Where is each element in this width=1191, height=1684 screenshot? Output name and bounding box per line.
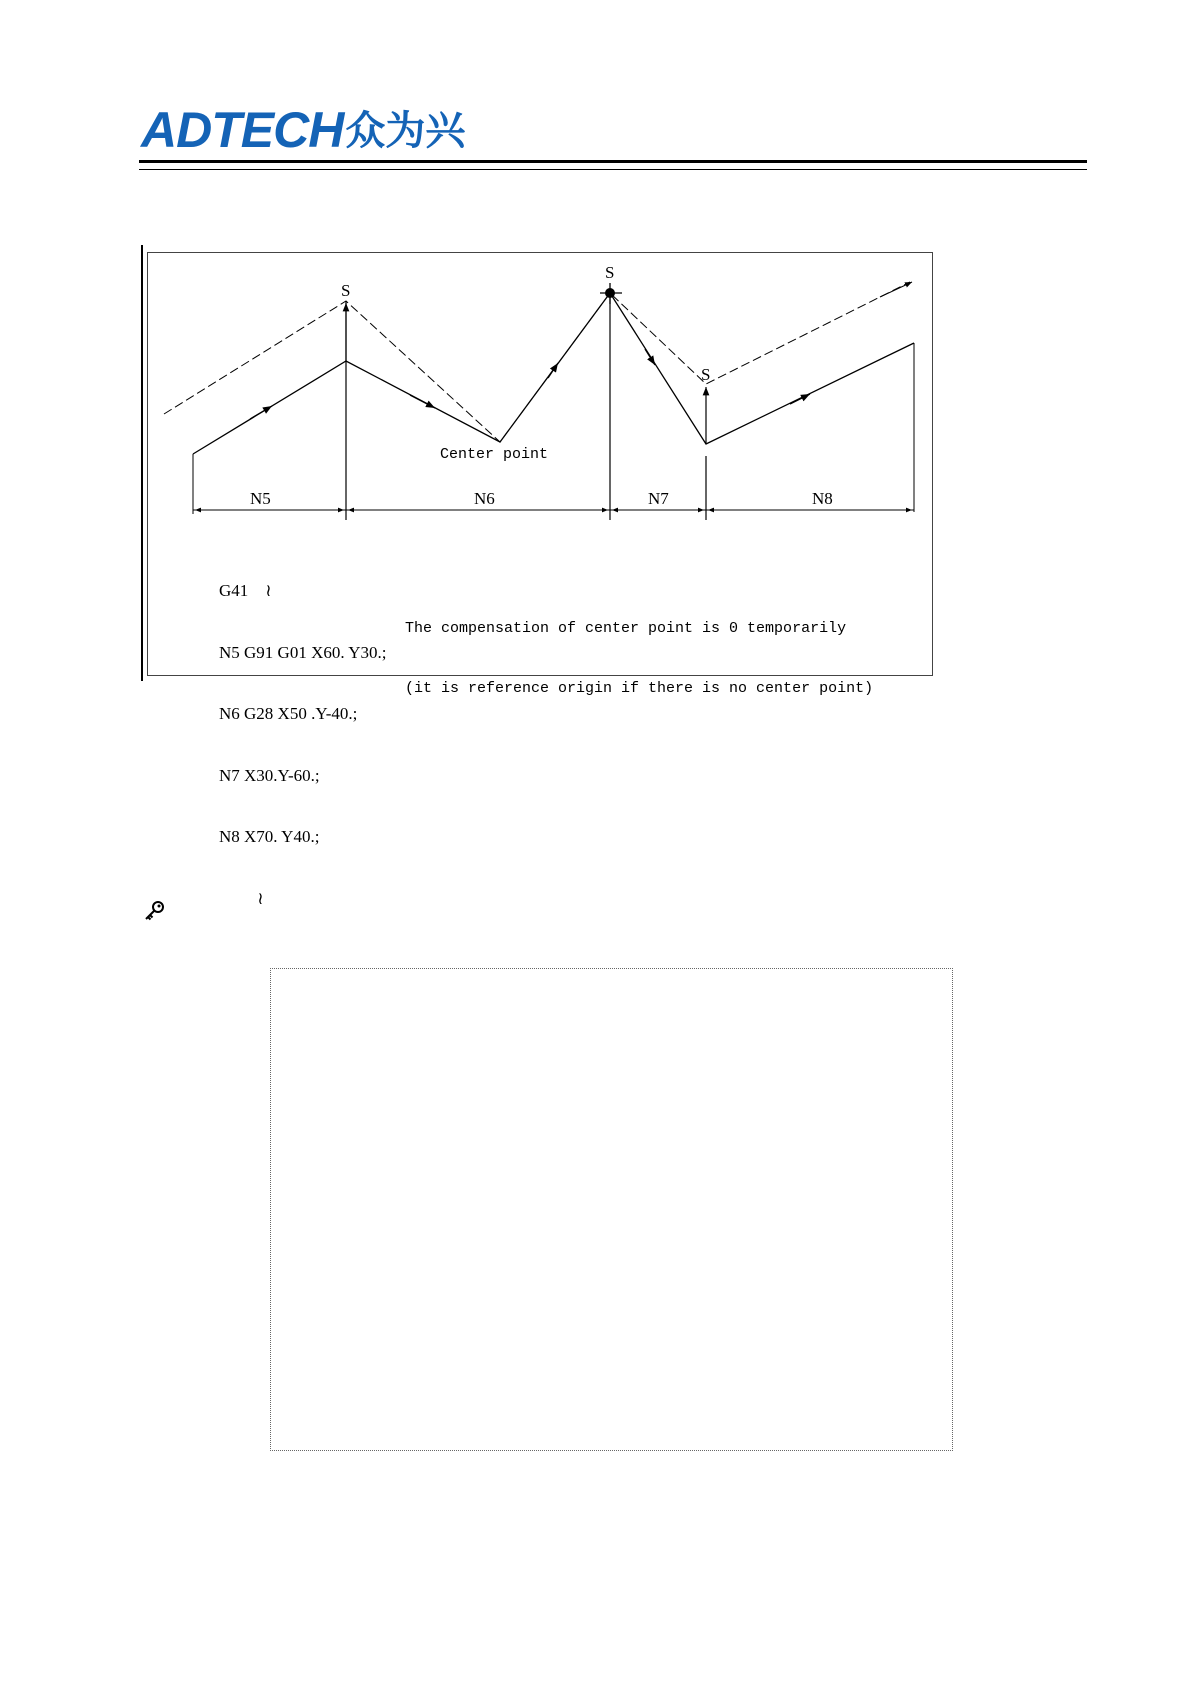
path-arrow-n8	[790, 394, 810, 404]
gcode-line: N6 G28 X50 .Y-40.;	[219, 704, 358, 723]
compensation-note	[405, 579, 873, 719]
gcode-line: N8 X70. Y40.;	[219, 827, 320, 846]
gcode-line: N5 G91 G01 X60. Y30.;	[219, 642, 387, 662]
header-rule-thick	[139, 160, 1087, 163]
logo-latin: ADTECH	[141, 102, 344, 158]
label-s-3: S	[701, 365, 711, 384]
label-s-1: S	[341, 281, 351, 300]
empty-dotted-frame	[270, 968, 953, 1451]
path-arrow-n6	[410, 395, 435, 408]
key-icon	[143, 899, 167, 923]
logo-chinese: 众为兴	[345, 109, 466, 153]
segment-label-n6: N6	[474, 489, 495, 508]
header-rule-thin	[139, 169, 1087, 170]
gcode-listing	[219, 540, 386, 930]
programmed-path	[193, 293, 914, 454]
figure-margin-bar	[141, 245, 143, 681]
path-arrow-n5	[250, 406, 272, 419]
company-logo	[141, 104, 465, 160]
gcode-line: N7 X30.Y-60.;	[219, 765, 320, 785]
note-line: (it is reference origin if there is no center point)	[405, 680, 874, 697]
gcode-line: G41 ≀	[219, 581, 272, 600]
label-s-2: S	[605, 263, 615, 282]
segment-label-n7: N7	[648, 489, 669, 508]
note-line: The compensation of center point is 0 temporarily	[405, 620, 847, 637]
gcode-line: ≀	[219, 888, 264, 908]
segment-label-n5: N5	[250, 489, 271, 508]
center-point-label: Center point	[440, 446, 549, 463]
path-arrow-n7	[645, 349, 655, 365]
compensated-path-end-arrow	[880, 282, 912, 297]
compensated-path	[164, 282, 910, 442]
path-arrow-n6b	[548, 363, 558, 378]
segment-label-n8: N8	[812, 489, 833, 508]
